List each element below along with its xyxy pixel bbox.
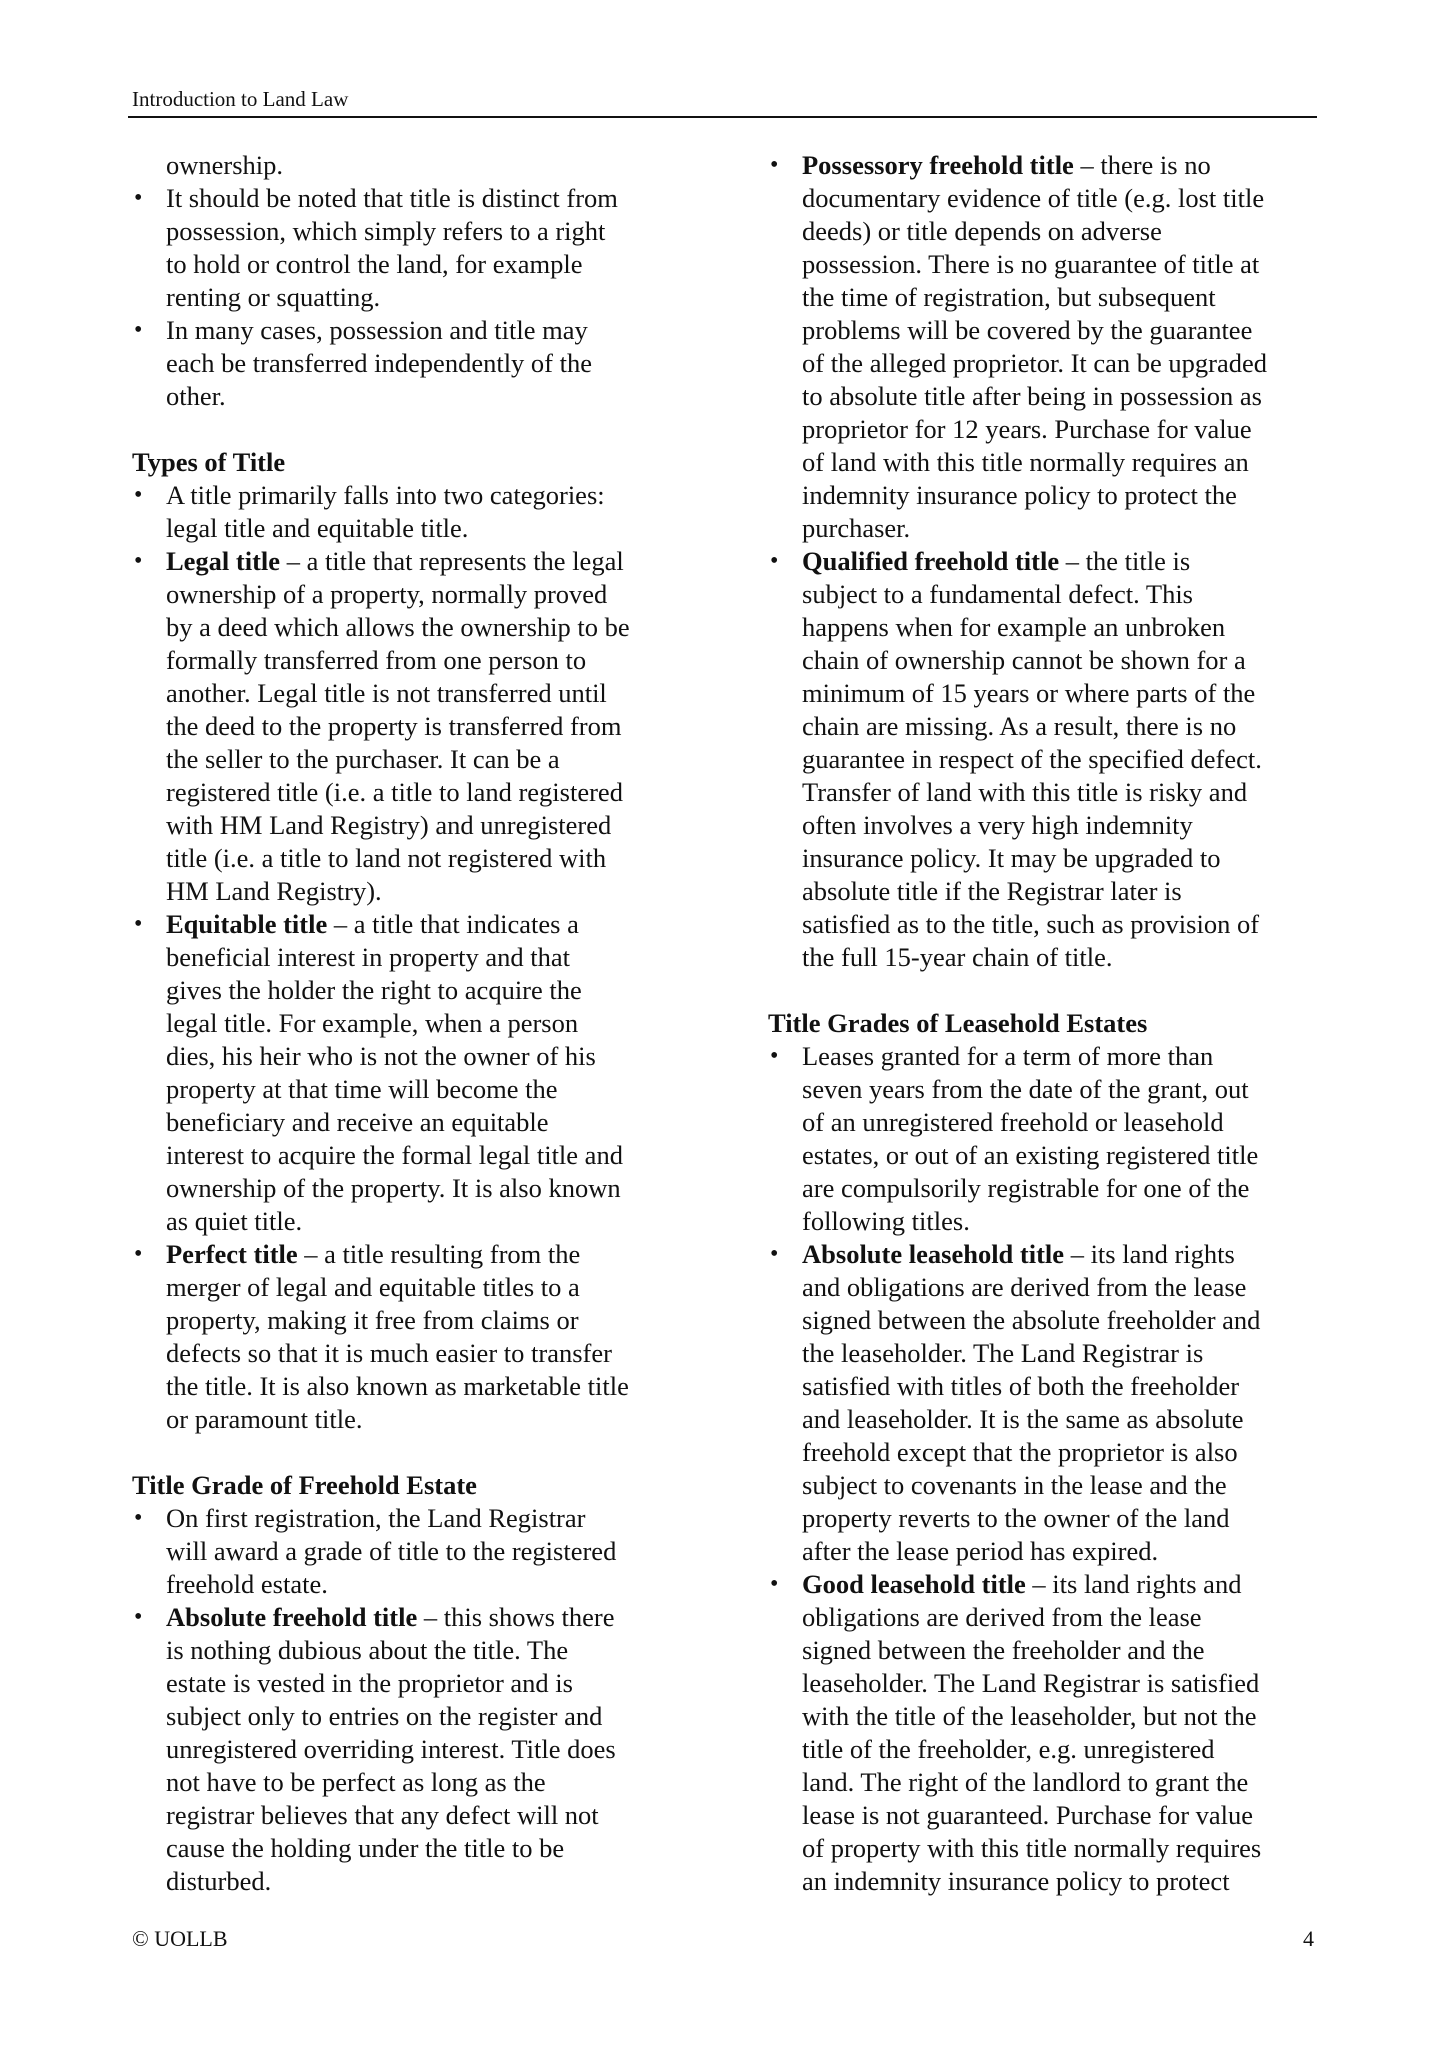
text-line: [132, 1667, 692, 1700]
text-line: [768, 941, 1328, 974]
page-number: 4: [1303, 1926, 1314, 1951]
bullet-term-rest: – a title resulting from the: [297, 1239, 581, 1269]
text-line: [768, 1667, 1328, 1700]
line-text: gives the holder the right to acquire the: [166, 975, 582, 1005]
line-text: after the lease period has expired.: [802, 1536, 1159, 1566]
text-line: [768, 1766, 1328, 1799]
line-text: will award a grade of title to the registered: [166, 1536, 617, 1566]
text-line: [768, 1271, 1328, 1304]
text-line: [768, 182, 1328, 215]
bullet-term-rest: – a title that indicates a: [327, 909, 579, 939]
text-line: [132, 1700, 692, 1733]
bullet-icon: •: [134, 482, 143, 508]
line-text: ownership of a property, normally proved: [166, 579, 608, 609]
text-line: [132, 1832, 692, 1865]
line-text: possession. There is no guarantee of title at: [802, 249, 1260, 279]
text-line: [132, 1304, 692, 1337]
bullet-item: [768, 1568, 1328, 1898]
line-text: the title. It is also known as marketable title: [166, 1371, 629, 1401]
text-line: [768, 1073, 1328, 1106]
bullet-item: [768, 1238, 1328, 1568]
text-line: [132, 842, 692, 875]
line-text: chain are missing. As a result, there is no: [802, 711, 1237, 741]
text-line: [768, 1469, 1328, 1502]
line-text: title of the freeholder, e.g. unregistered: [802, 1734, 1215, 1764]
line-text: title (i.e. a title to land not registered with: [166, 843, 607, 873]
line-text: deeds) or title depends on adverse: [802, 216, 1162, 246]
text-line: [768, 1601, 1328, 1634]
text-line: [768, 1502, 1328, 1535]
text-line: [768, 149, 1328, 182]
line-text: with HM Land Registry) and unregistered: [166, 810, 612, 840]
text-line: [132, 1370, 692, 1403]
bullet-icon: •: [134, 185, 143, 211]
bullet-item: [768, 149, 1328, 545]
text-line: [132, 776, 692, 809]
text-line: ownership.: [166, 150, 284, 180]
text-line: [132, 1403, 692, 1436]
text-line: [132, 875, 692, 908]
bullet-icon: •: [770, 1241, 779, 1267]
bullet-icon: •: [770, 1571, 779, 1597]
bullet-item: [132, 1502, 692, 1601]
text-line: [132, 1766, 692, 1799]
text-line: [768, 875, 1328, 908]
bullet-term: Perfect title: [166, 1239, 298, 1269]
text-line: [132, 1139, 692, 1172]
text-line: [768, 1865, 1328, 1898]
line-text: ownership of the property. It is also known: [166, 1173, 621, 1203]
text-line: [132, 1073, 692, 1106]
line-text: freehold except that the proprietor is also: [802, 1437, 1238, 1467]
bullet-icon: •: [134, 548, 143, 574]
line-text: legal title and equitable title.: [166, 513, 469, 543]
bullet-term-rest: – its land rights and: [1025, 1569, 1242, 1599]
text-line: [132, 1007, 692, 1040]
line-text: satisfied with titles of both the freeholder: [802, 1371, 1240, 1401]
text-line: [132, 578, 692, 611]
bullet-icon: •: [770, 1043, 779, 1069]
line-text: registered title (i.e. a title to land registered: [166, 777, 623, 807]
line-text: beneficiary and receive an equitable: [166, 1107, 549, 1137]
line-text: merger of legal and equitable titles to a: [166, 1272, 580, 1302]
bullet-item: [132, 314, 692, 413]
section-heading: Title Grades of Leasehold Estates: [768, 1008, 1148, 1038]
line-text: the seller to the purchaser. It can be a: [166, 744, 560, 774]
text-line: [768, 776, 1328, 809]
line-text: subject to covenants in the lease and the: [802, 1470, 1227, 1500]
bullet-item: [132, 908, 692, 1238]
text-line: [768, 1304, 1328, 1337]
line-text: and obligations are derived from the lease: [802, 1272, 1247, 1302]
line-text: often involves a very high indemnity: [802, 810, 1193, 840]
text-line: [768, 1139, 1328, 1172]
text-line: [132, 479, 692, 512]
text-line: [768, 1403, 1328, 1436]
text-line: [768, 1370, 1328, 1403]
text-line: [132, 710, 692, 743]
text-line: [132, 743, 692, 776]
text-line: [768, 1040, 1328, 1073]
line-text: On first registration, the Land Registrar: [166, 1503, 586, 1533]
bullet-item: [132, 182, 692, 314]
bullet-term-rest: – a title that represents the legal: [280, 546, 624, 576]
text-line: [132, 1040, 692, 1073]
bullet-term: Legal title: [166, 546, 281, 576]
bullet-item: [132, 1238, 692, 1436]
bullet-icon: •: [770, 152, 779, 178]
line-text: interest to acquire the formal legal title and: [166, 1140, 623, 1170]
line-text: of the alleged proprietor. It can be upgraded: [802, 348, 1268, 378]
bullet-term: Qualified freehold title: [802, 546, 1060, 576]
line-text: the time of registration, but subsequent: [802, 282, 1216, 312]
line-text: the leaseholder. The Land Registrar is: [802, 1338, 1204, 1368]
text-line: [768, 1535, 1328, 1568]
bullet-term-rest: – the title is: [1059, 546, 1191, 576]
line-text: each be transferred independently of the: [166, 348, 593, 378]
text-line: [768, 215, 1328, 248]
line-text: purchaser.: [802, 513, 911, 543]
text-line: [132, 809, 692, 842]
line-text: is nothing dubious about the title. The: [166, 1635, 569, 1665]
line-text: property at that time will become the: [166, 1074, 558, 1104]
text-line: [132, 1205, 692, 1238]
bullet-item: [768, 545, 1328, 974]
line-text: formally transferred from one person to: [166, 645, 587, 675]
line-text: another. Legal title is not transferred until: [166, 678, 607, 708]
bullet-item: [768, 1040, 1328, 1238]
text-line: [768, 1106, 1328, 1139]
line-text: insurance policy. It may be upgraded to: [802, 843, 1221, 873]
line-text: estate is vested in the proprietor and is: [166, 1668, 573, 1698]
text-line: [132, 1865, 692, 1898]
spacer: [132, 413, 692, 446]
line-text: HM Land Registry).: [166, 876, 382, 906]
text-line: [132, 908, 692, 941]
bullet-icon: •: [770, 548, 779, 574]
header-rule: [128, 116, 1317, 118]
text-line: [132, 1238, 692, 1271]
text-line: [768, 611, 1328, 644]
text-line: [768, 710, 1328, 743]
text-line: [768, 842, 1328, 875]
line-text: renting or squatting.: [166, 282, 381, 312]
line-text: signed between the absolute freeholder and: [802, 1305, 1261, 1335]
paragraph-continuation: [132, 149, 692, 182]
spacer: [132, 1436, 692, 1469]
text-line: [132, 1568, 692, 1601]
line-text: problems will be covered by the guarantee: [802, 315, 1253, 345]
line-text: registrar believes that any defect will not: [166, 1800, 599, 1830]
line-text: obligations are derived from the lease: [802, 1602, 1202, 1632]
text-line: [768, 347, 1328, 380]
line-text: or paramount title.: [166, 1404, 363, 1434]
section-heading: Types of Title: [132, 447, 286, 477]
line-text: absolute title if the Registrar later is: [802, 876, 1182, 906]
line-text: Transfer of land with this title is risky and: [802, 777, 1248, 807]
text-line: [132, 1502, 692, 1535]
text-line: [768, 281, 1328, 314]
line-text: leaseholder. The Land Registrar is satisfied: [802, 1668, 1260, 1698]
line-text: following titles.: [802, 1206, 970, 1236]
text-line: [768, 545, 1328, 578]
bullet-item: [132, 545, 692, 908]
line-text: other.: [166, 381, 226, 411]
bullet-term: Good leasehold title: [802, 1569, 1026, 1599]
line-text: In many cases, possession and title may: [166, 315, 588, 345]
text-line: [132, 677, 692, 710]
text-line: [132, 1634, 692, 1667]
spacer: [768, 974, 1328, 1007]
bullet-icon: •: [134, 1241, 143, 1267]
text-line: [132, 1172, 692, 1205]
running-header: Introduction to Land Law: [132, 87, 349, 111]
line-text: are compulsorily registrable for one of the: [802, 1173, 1250, 1203]
line-text: subject only to entries on the register and: [166, 1701, 603, 1731]
section-heading: Title Grade of Freehold Estate: [132, 1470, 477, 1500]
text-line: [768, 380, 1328, 413]
text-line: [132, 1535, 692, 1568]
line-text: to absolute title after being in possession as: [802, 381, 1262, 411]
text-line: [768, 479, 1328, 512]
line-text: of land with this title normally requires an: [802, 447, 1249, 477]
text-line: [132, 512, 692, 545]
text-line: [768, 248, 1328, 281]
text-line: [768, 1172, 1328, 1205]
text-line: [768, 1337, 1328, 1370]
text-line: [768, 512, 1328, 545]
line-text: dies, his heir who is not the owner of his: [166, 1041, 596, 1071]
line-text: defects so that it is much easier to transfer: [166, 1338, 612, 1368]
line-text: seven years from the date of the grant, out: [802, 1074, 1249, 1104]
line-text: subject to a fundamental defect. This: [802, 579, 1193, 609]
line-text: happens when for example an unbroken: [802, 612, 1226, 642]
text-line: [768, 314, 1328, 347]
text-line: [768, 677, 1328, 710]
left-column: [132, 149, 692, 1898]
line-text: guarantee in respect of the specified defect.: [802, 744, 1262, 774]
text-line: [132, 182, 692, 215]
bullet-term: Absolute freehold title: [166, 1602, 418, 1632]
line-text: indemnity insurance policy to protect the: [802, 480, 1237, 510]
line-text: estates, or out of an existing registered title: [802, 1140, 1259, 1170]
line-text: by a deed which allows the ownership to be: [166, 612, 630, 642]
text-line: [132, 248, 692, 281]
bullet-term-rest: – its land rights: [1064, 1239, 1235, 1269]
text-line: [768, 446, 1328, 479]
text-line: [768, 413, 1328, 446]
line-text: lease is not guaranteed. Purchase for value: [802, 1800, 1254, 1830]
text-line: [132, 1733, 692, 1766]
text-line: [132, 1601, 692, 1634]
text-line: [768, 1238, 1328, 1271]
line-text: of property with this title normally requires: [802, 1833, 1262, 1863]
bullet-icon: •: [134, 1604, 143, 1630]
text-line: [768, 1700, 1328, 1733]
text-line: [132, 545, 692, 578]
line-text: with the title of the leaseholder, but not the: [802, 1701, 1257, 1731]
line-text: possession, which simply refers to a right: [166, 216, 606, 246]
text-line: [768, 809, 1328, 842]
line-text: to hold or control the land, for example: [166, 249, 583, 279]
text-line: [768, 1634, 1328, 1667]
line-text: land. The right of the landlord to grant the: [802, 1767, 1249, 1797]
line-text: of an unregistered freehold or leasehold: [802, 1107, 1224, 1137]
right-column: [768, 149, 1328, 1898]
bullet-term: Absolute leasehold title: [802, 1239, 1065, 1269]
text-line: [132, 380, 692, 413]
line-text: satisfied as to the title, such as provision of: [802, 909, 1260, 939]
text-line: [132, 347, 692, 380]
line-text: beneficial interest in property and that: [166, 942, 570, 972]
line-text: property reverts to the owner of the land: [802, 1503, 1230, 1533]
text-line: [132, 644, 692, 677]
line-text: chain of ownership cannot be shown for a: [802, 645, 1246, 675]
line-text: and leaseholder. It is the same as absolute: [802, 1404, 1244, 1434]
line-text: an indemnity insurance policy to protect: [802, 1866, 1230, 1896]
text-line: [132, 215, 692, 248]
text-line: [132, 941, 692, 974]
line-text: documentary evidence of title (e.g. lost title: [802, 183, 1265, 213]
bullet-term: Equitable title: [166, 909, 328, 939]
text-line: [132, 281, 692, 314]
bullet-term: Possessory freehold title: [802, 150, 1074, 180]
line-text: cause the holding under the title to be: [166, 1833, 565, 1863]
bullet-icon: •: [134, 911, 143, 937]
line-text: disturbed.: [166, 1866, 272, 1896]
line-text: not have to be perfect as long as the: [166, 1767, 546, 1797]
bullet-term-rest: – there is no: [1073, 150, 1211, 180]
line-text: legal title. For example, when a person: [166, 1008, 579, 1038]
line-text: the deed to the property is transferred from: [166, 711, 622, 741]
text-line: [768, 1799, 1328, 1832]
text-line: [132, 1799, 692, 1832]
line-text: the full 15-year chain of title.: [802, 942, 1113, 972]
bullet-item: [132, 1601, 692, 1898]
text-line: [768, 1568, 1328, 1601]
line-text: Leases granted for a term of more than: [802, 1041, 1214, 1071]
bullet-icon: •: [134, 1505, 143, 1531]
text-line: [768, 1733, 1328, 1766]
text-line: [768, 1205, 1328, 1238]
bullet-item: [132, 479, 692, 545]
text-line: [132, 1271, 692, 1304]
line-text: property, making it free from claims or: [166, 1305, 579, 1335]
line-text: It should be noted that title is distinct from: [166, 183, 618, 213]
line-text: signed between the freeholder and the: [802, 1635, 1205, 1665]
bullet-icon: •: [134, 317, 143, 343]
text-line: [132, 1106, 692, 1139]
text-line: [132, 974, 692, 1007]
text-line: [768, 1436, 1328, 1469]
text-line: [768, 743, 1328, 776]
bullet-term-rest: – this shows there: [417, 1602, 615, 1632]
text-line: [132, 1337, 692, 1370]
line-text: as quiet title.: [166, 1206, 303, 1236]
text-line: [768, 908, 1328, 941]
text-line: [768, 644, 1328, 677]
line-text: A title primarily falls into two categories:: [166, 480, 605, 510]
text-line: [768, 578, 1328, 611]
footer-copyright: © UOLLB: [132, 1926, 228, 1951]
line-text: proprietor for 12 years. Purchase for value: [802, 414, 1252, 444]
line-text: minimum of 15 years or where parts of the: [802, 678, 1256, 708]
line-text: unregistered overriding interest. Title does: [166, 1734, 616, 1764]
text-line: [132, 611, 692, 644]
text-line: [132, 314, 692, 347]
text-line: [768, 1832, 1328, 1865]
line-text: freehold estate.: [166, 1569, 328, 1599]
